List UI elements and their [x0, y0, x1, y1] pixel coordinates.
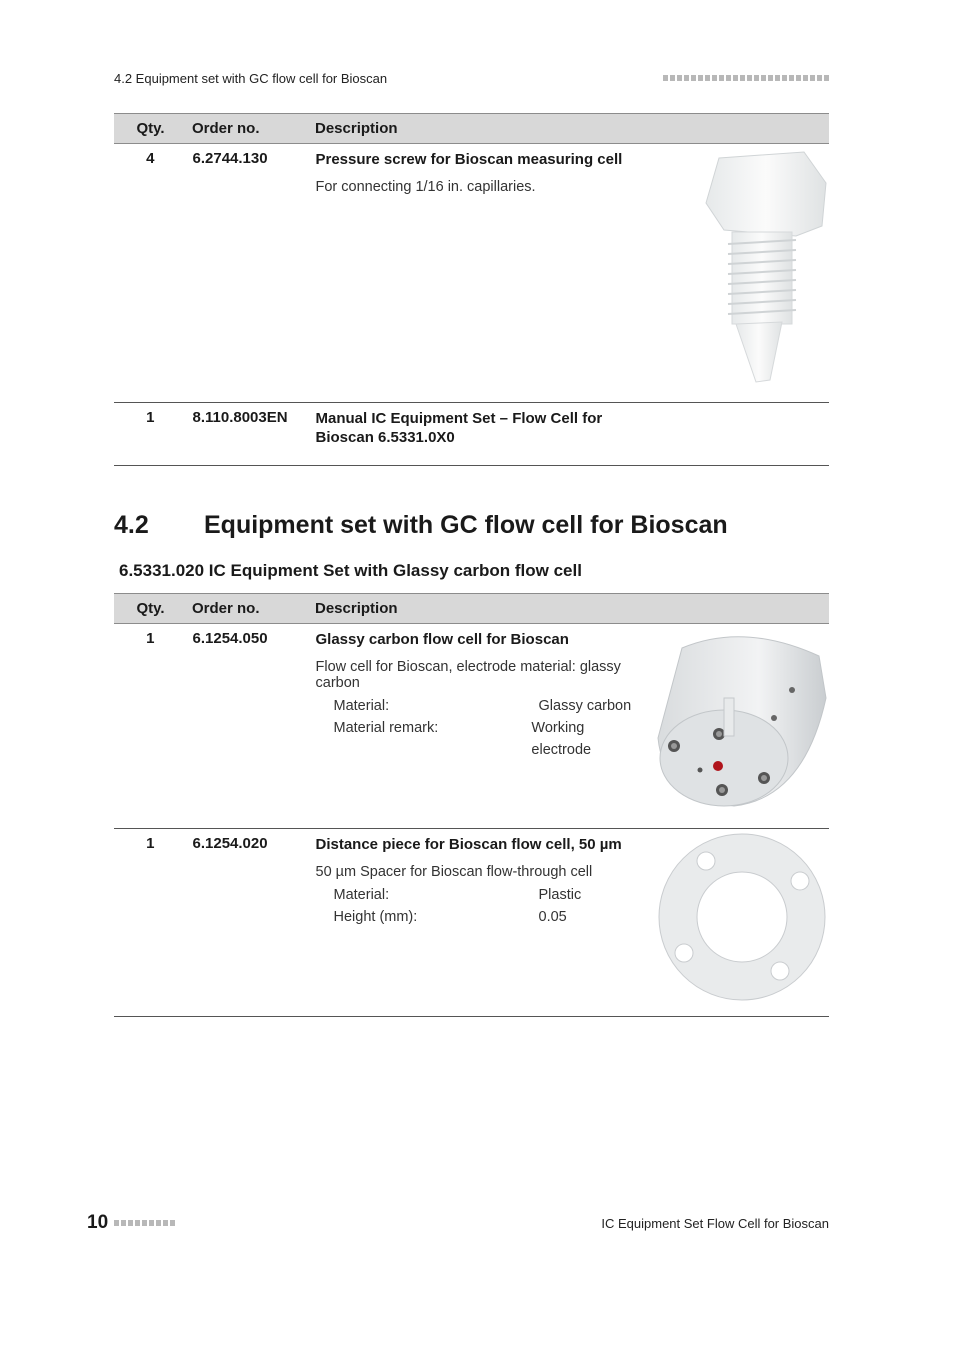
item-order-no: 6.1254.020 [187, 829, 310, 1017]
spacer-ring-image [649, 829, 829, 1017]
parts-table-1 [114, 113, 829, 466]
table-row [114, 403, 829, 466]
footer-decoration [114, 1220, 175, 1226]
item-note: Flow cell for Bioscan, electrode material: glassy carbon [315, 659, 621, 691]
table-row [114, 829, 829, 1017]
item-qty: 1 [114, 624, 187, 829]
item-title-cont: Bioscan 6.5331.0X0 [315, 429, 455, 446]
item-qty: 4 [114, 144, 187, 403]
section-number: 4.2 [114, 511, 149, 539]
col-order: Order no. [187, 114, 310, 144]
footer-doc-title: IC Equipment Set Flow Cell for Bioscan [601, 1216, 829, 1231]
section-title: Equipment set with GC flow cell for Bioscan [204, 511, 728, 539]
parts-table-2 [114, 593, 829, 1017]
prop-key: Material remark: [333, 720, 439, 736]
col-description: Description [310, 594, 829, 624]
running-header: 4.2 Equipment set with GC flow cell for Bioscan [114, 71, 388, 86]
item-qty: 1 [114, 403, 187, 466]
col-description: Description [310, 114, 829, 144]
item-order-no: 6.1254.050 [187, 624, 310, 829]
item-order-no: 8.110.8003EN [187, 403, 310, 466]
page-number: 10 [87, 1212, 109, 1233]
item-title: Distance piece for Bioscan flow cell, 50 µm [315, 836, 622, 853]
col-qty: Qty. [114, 114, 187, 144]
item-properties [334, 695, 645, 761]
table-row [114, 624, 829, 829]
item-order-no: 6.2744.130 [187, 144, 310, 403]
item-qty: 1 [114, 829, 187, 1017]
item-note: For connecting 1/16 in. capillaries. [315, 179, 536, 195]
item-note: 50 µm Spacer for Bioscan flow-through cell [315, 864, 593, 880]
col-qty: Qty. [114, 594, 187, 624]
col-order: Order no. [187, 594, 310, 624]
flow-cell-image [649, 624, 829, 829]
item-properties [334, 884, 645, 928]
item-title: Glassy carbon flow cell for Bioscan [315, 631, 569, 648]
prop-value: Working electrode [531, 720, 592, 758]
prop-key: Height (mm): [333, 909, 418, 925]
prop-value: Plastic [538, 887, 582, 903]
pressure-screw-image [649, 144, 829, 403]
table-row [114, 144, 829, 403]
header-decoration [663, 75, 829, 81]
prop-key: Material: [333, 698, 390, 714]
prop-value: Glassy carbon [538, 698, 632, 714]
prop-value: 0.05 [538, 909, 567, 925]
subsection-title: 6.5331.020 IC Equipment Set with Glassy carbon flow cell [119, 561, 582, 580]
item-title: Manual IC Equipment Set – Flow Cell for [315, 410, 603, 427]
item-title: Pressure screw for Bioscan measuring cell [315, 151, 623, 168]
prop-key: Material: [333, 887, 390, 903]
